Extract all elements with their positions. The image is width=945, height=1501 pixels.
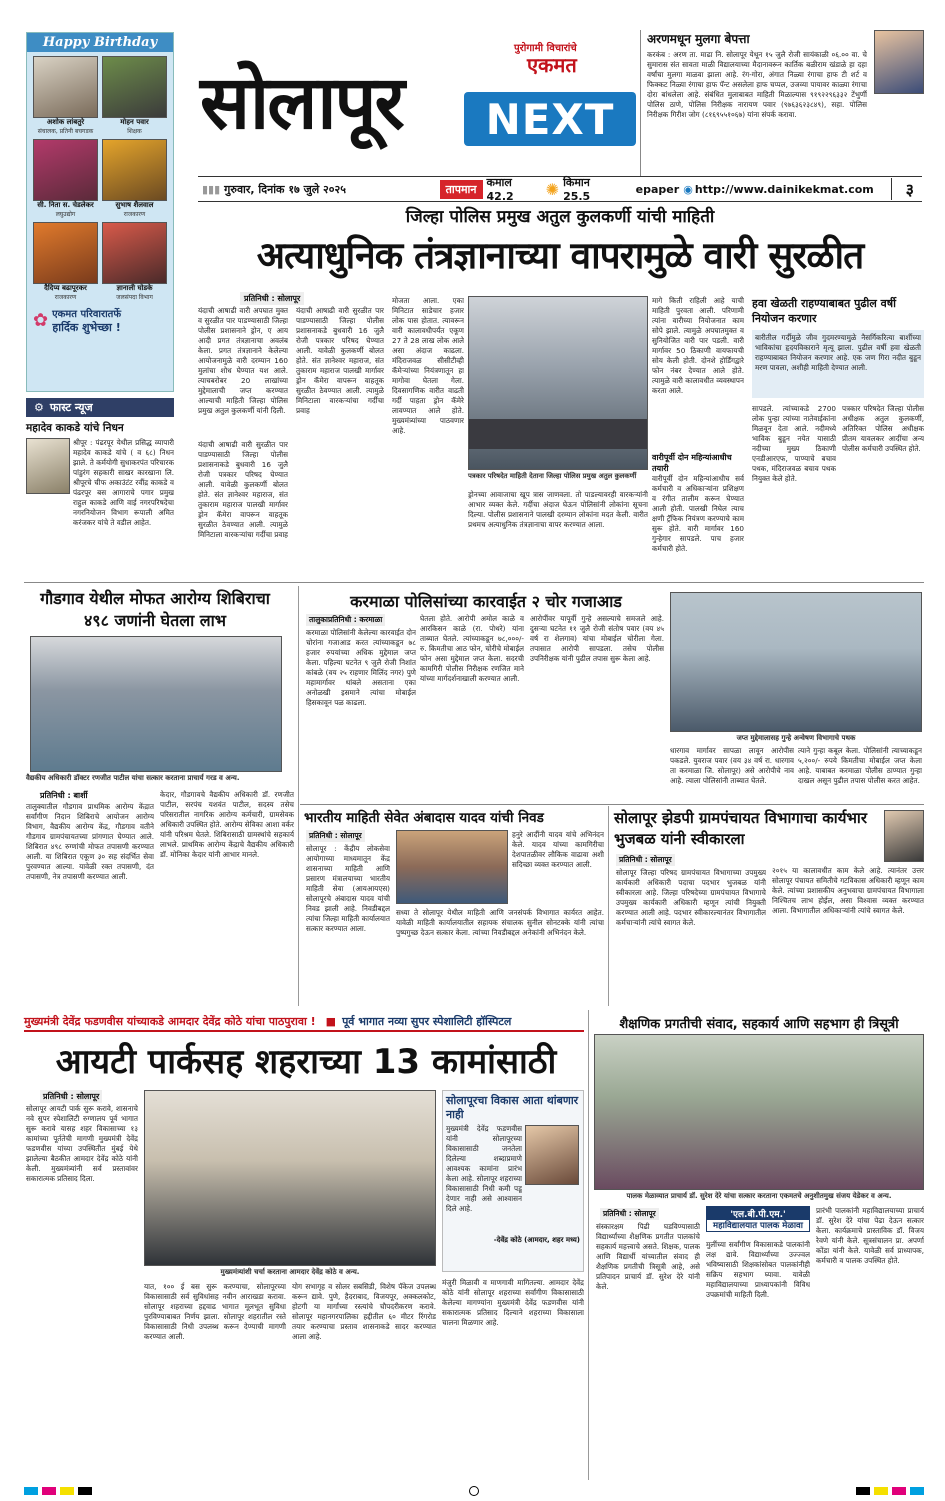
epaper-label: epaper	[635, 182, 680, 196]
karmala-headline: करमाळा पोलिसांच्या कारवाईत २ चोर गजाआड	[350, 592, 622, 611]
side-headline: हवा खेळती राहण्याबाबत पुढील वर्षी नियोजन करणार	[752, 297, 896, 325]
bullet-icon: ■	[325, 1014, 337, 1028]
lead-headline: अत्याधुनिक तंत्रज्ञानाच्या वापरामुळे वारी सुरळीत	[256, 234, 864, 277]
edu-text-1: संस्कारक्षम पिढी घडविण्यासाठी विद्यार्थ्यांच्या शैक्षणिक प्रगतीत पालकांचे सहकार्य महत्त्वाचे असते. शिक्षक, पालक आणि विद्यार्थी यांच्यातील संवाद ही शैक्षणिक प्रगतीची त्रिसूत्री आहे, असे प्रतिपादन प्राचार्य डॉ. सुरेश देरे यांनी केले.	[596, 1222, 700, 1291]
website-link[interactable]: http://www.dainikekmat.com	[694, 182, 874, 196]
boy-photo	[874, 30, 924, 94]
lead-col-2: यंदाची आषाढी वारी सुरळीत पार पाडण्यासाठी जिल्हा पोलीस प्रशासनाकडे बुधवारी 16 जुलै रोजी पत्रकार परिषद घेण्यात आली. यावेळी कुलकर्णी बोलत होते. संत ज्ञानेश्वर महाराज, संत तुकाराम महाराज पालखी मार्गावर ड्रोन कॅमेरा वापरून वाहतूक सुरळीत ठेवण्यात आली. त्यामुळे मिनिटाला वारकऱ्यांचा गर्दीचा प्रवाह	[198, 440, 288, 539]
person-name: दैदिप्य बढापूरकर	[44, 284, 87, 292]
birthday-panel	[26, 32, 174, 392]
quote-text: मुख्यमंत्री देवेंद्र फडणवीस यांनी सोलापूरच्या विकासासाठी जनतेला दिलेल्या शब्दाप्रमाणे आवश्यक कामांना प्रारंभ केला आहे. सोलापूर शहराच्या विकासासाठी निधी कमी पडू देणार नाही असे आश्वासन दिले आहे.	[446, 1124, 522, 1213]
edu-caption: पालक मेळाव्यात प्राचार्य डॉ. सुरेश देरे यांचा सत्कार करताना एकमतचे अनुशीतमुख संजय येडेकर व अन्य.	[626, 1192, 892, 1200]
gaudgaon-photo	[30, 636, 282, 772]
temp-max: कमाल 42.2	[486, 176, 514, 203]
lead-col-1: यंदाची आषाढी वारी अपघात मुक्त व सुरळीत पार पाडण्यासाठी जिल्हा पोलीस प्रशासनाने ड्रोन, ए आय आदी प्रगत तंत्रज्ञानाचा अवलंब केला. प्रगत तंत्रज्ञानाने केलेल्या आयोजनामुळे वारी दरम्यान 160 मुलांचा शोध घेण्यात यश आले. त्याचबरोबर 20 लाखांच्या मुद्देमालाची जप्त करण्यात आल्याची माहिती जिल्हा पोलिस प्रमुख अतुल कुलकर्णी यांनी दिली.	[198, 306, 288, 415]
person-role: राजकारण	[54, 294, 77, 301]
lead-col-7: वारीपूर्वी दोन महिन्यांआधीच सर्व कर्मचारी व अधिकाऱ्यांना प्रशिक्षण व रंगीत तालीम करून घेण्यात आली होती. पालखी निघेल त्याच क्षणी ट्रॅफिक नियंत्रण करण्याचे काम सुरू होते. वारी मार्गावर 160 गुन्हेगार सापडले. पाच हजार कर्मचारी होते.	[652, 474, 744, 553]
zp-photo	[884, 810, 924, 862]
strip-left: मुख्यमंत्री देवेंद्र फडणवीस यांच्याकडे आमदार देवेंद्र कोठे यांचा पाठपुरावा !	[24, 1014, 316, 1028]
it-headline: आयटी पार्कसह शहराच्या 13 कामांसाठी	[55, 1042, 557, 1082]
edu-byline: प्रतिनिधी : सोलापूर	[600, 1208, 659, 1220]
gaudgaon-headline: गौडगाव येथील मोफत आरोग्य शिबिराचा ४९८ जणांनी घेतला लाभ	[40, 589, 270, 630]
side-col-2: पत्रकार परिषदेत जिल्हा पोलीस अधीक्षक अतुल कुलकर्णी, अतिरिक्त पोलिस अधीक्षक प्रीतम यावलकर आदींचा अन्य पोलीस कर्मचारी उपस्थित होते.	[842, 404, 924, 453]
gear-icon: ⚙	[34, 401, 44, 414]
person-role: राजकारण	[123, 211, 146, 218]
fast-news-title: महादेव काकडे यांचे निधन	[26, 422, 124, 434]
press-table	[469, 419, 647, 449]
karmala-text-5: त्याने गुन्हा कबूल केला. पोलिसांनी त्याच्याकडून ५,२००/- रुपये किमतीचा मोबाईल जप्त केला आहे. याबाबत करमाळा पोलीस ठाण्यात गुन्हा दाखल असून पुढील तपास पोलीस करत आहेत.	[798, 746, 922, 785]
zp-text-2: २०१५ या कालावधीत काम केले आहे. त्यानंतर उत्तर सोलापूर पंचायत समितीचे गटविकास अधिकारी म्हणून काम केले. त्यांच्या प्रशासकीय अनुभवाचा ग्रामपंचायत विभागाला निश्चितच लाभ होईल, असा विश्वास व्यक्त करण्यात आला. विभागातील अधिकाऱ्यांनी त्यांचे स्वागत केले.	[772, 866, 924, 915]
zp-text-1: सोलापूर जिल्हा परिषद ग्रामपंचायत विभागाच्या उपमुख्य कार्यकारी अधिकारी पदाचा पदभार भुजबळ यांनी स्वीकारला आहे. जिल्हा परिषदेच्या ग्रामपंचायत विभागाचे उपमुख्य कार्यकारी अधिकारी म्हणून त्यांची नियुक्ती करण्यात आली आहे. पदभार स्वीकारल्यानंतर विभागातील कर्मचाऱ्यांनी त्यांचे स्वागत केले.	[616, 868, 766, 927]
birthday-person	[33, 56, 98, 136]
tagline: पुरोगामी विचारांचे	[514, 43, 577, 54]
ambadas-text-3: हनुरे आदींनी यादव यांचे अभिनंदन केले. यादव यांच्या कामगिरीचा देशपातळीवर लौकिक वाढावा अशी सदिच्छा व्यक्त करण्यात आली.	[512, 830, 604, 869]
side-col-1: सापडले. त्यांच्याकडे 2700 लोक पुन्हा त्यांच्या नातेवाईकांना मिळवून देता आले. नदीमध्ये भाविक बुडून नयेत यासाठी नदीच्या मुख्य ठिकाणी एनडीआरएफ, पाण्याचे बचाव पथक, मंदिराजवळ बचाव पथक नियुक्त केले होते.	[752, 404, 836, 483]
side-box: बारीतील गर्दीमुळे जीव गुदमरण्यामुळे नैसर्गिकरित्या बार्शीच्या भाविकांचा हृदयविकाराने मृत्यू झाला. पुढील वर्षी हवा खेळती राहण्याबाबत नियोजन करणार आहे. एक जण गिरा नदीत बुडून मरण पावला, अशीही माहिती देण्यात आली.	[752, 330, 924, 398]
it-text-1: सोलापूर आयटी पार्क सुरू करावे, शासनाचे नवे सुपर स्पेशालिटी रुग्णालय पूर्व भागात सुरू करावे यासह शहर विकासाच्या १३ कामांच्या पूर्ततेची मागणी मुख्यमंत्री देवेंद्र फडणवीस यांच्या उपस्थितीत मुंबई येथे झालेल्या बैठकीत आमदार देवेंद्र कोठे यांनी केली. मुख्यमंत्र्यांनी सर्व प्रस्तावांवर सकारात्मक प्रतिसाद दिला.	[26, 1104, 138, 1183]
it-byline: प्रतिनिधी : सोलापूर	[40, 1090, 102, 1103]
gaudgaon-text-2: केदार, गौडगावचे वैद्यकीय अधिकारी डॉ. रणजीत पाटील, सरपंच यशवंत पाटील, सदस्य तसेच परिसरातील नागरिक आरोग्य कर्मचारी, ग्रामसेवक अधिकारी उपस्थित होते. आरोग्य सेविका आशा वर्कर यांनी परिश्रम घेतले. शिबिरासाठी ग्रामस्थांचे सहकार्य लाभले. प्राथमिक आरोग्य केंद्राचे वैद्यकीय अधिकारी डॉ. मोनिका केदार यांनी आभार मानले.	[160, 790, 294, 859]
missing-text: करकंब : अरण ता. माढा नि. सोलापूर येथून १५ जुलै रोजी सायंकाळी ०६.०० वा. चे सुमारास संत सावता माळी विद्यालयाच्या मैदानावरून कार्तिक बळीराम खंडाळे हा दहा वर्षांचा मुलगा माळवा झाला आहे. रंग-गोरा, अंगात निळ्या रंगाचा हाफ टी शर्ट व फिक्कट निळ्या रंगाचा हाफ पॅन्ट असलेला हाफ चप्पल, उजव्या पायावर काळ्या रंगाचा दोरा बांधलेला आहे. संबंधित मुलाबाबत माहिती मिळाल्यास ९१९२२९६३३२ टेंभुर्णी पोलिस ठाणे, पोलिस निरीक्षक नारायण पवार (९७६३६२३८४९), सहा. पोलिस निरीक्षक गिरीश जोग (८१६९५५१०६७) यांना संपर्क करावा.	[647, 50, 867, 119]
karmala-text-4: धारगाव मार्गावर सापळा लावून आरोपीस पकडले. युवराज पवार (वय ३४ वर्ष रा. धारगाव ता करमाळा जि. सोलापूर) असे आरोपीचे नाव आहे. त्याला पोलिसांनी ताब्यात घेतले.	[670, 746, 794, 785]
person-photo	[33, 222, 98, 284]
lead-col-5: मागे किती राहिली आहे याची माहिती पुरवता आली. परिणामी त्यांना वारीच्या नियोजनात काम सोपे झाले. त्यामुळे अपघातमुक्त व सुनियोजित वारी पार पडली. वारी मार्गावर 50 ठिकाणी वायफायची सोय केली होती. दोनशे होर्डिंगद्वारे फोन नंबर देण्यात आले होते. त्यामुळे वारी कालावधीत व्यवस्थापन करता आले.	[652, 296, 744, 395]
page-number: ३	[891, 178, 914, 200]
brand-logo: एकमत	[526, 53, 577, 77]
gaudgaon-caption: वैद्यकीय अधिकारी डॉक्टर रणजीत पाटील यांचा सत्कार करताना प्राचार्य गरड व अन्य.	[26, 774, 240, 782]
mla-photo	[525, 1125, 579, 1185]
missing-boy-box	[640, 30, 924, 176]
fast-news-label: फास्ट न्यूज	[49, 401, 93, 414]
ambadas-text-2: सध्या ते सोलापूर येथील माहिती आणि जनसंपर्क विभागात कार्यरत आहेत. यावेळी माहिती कार्यालयातील सहायक संचालक सुनील सोनटक्के यांनी त्यांचा पुष्पगुच्छ देऊन सत्कार केला. त्यांच्या निवडीबद्दल अनेकांनी अभिनंदन केले.	[396, 908, 604, 937]
birthday-person	[102, 56, 167, 136]
lead-photo-caption: पत्रकार परिषदेत माहिती देताना जिल्हा पोलिस प्रमुख अतुल कुलकर्णी	[468, 472, 637, 480]
sun-icon: ✺	[545, 179, 560, 199]
quote-head: सोलापूरचा विकास आता थांबणार नाही	[446, 1094, 579, 1121]
wish-line-2: हार्दिक शुभेच्छा !	[52, 321, 121, 334]
person-name: सुभाष शैलवाल	[115, 201, 154, 209]
strip-right: पूर्व भागात नव्या सुपर स्पेशालिटी हॉस्पिटल	[342, 1014, 512, 1028]
color-bar	[856, 1487, 924, 1495]
karmala-text-2: घेतला होते. आरोपी अमोल काळे व आरकिसन काळे (रा. पोथरे) यांना ताब्यात घेतले. त्यांच्याकडून ७८,०००/- रु. किमतीचा आठ फोन, चोरीचे मोबाईल फोन असा मुद्देमाल जप्त केला. सदरची कामगिरी पोलीस निरीक्षक रणजित माने यांच्या मार्गदर्शनाखाली करण्यात आली.	[420, 614, 524, 683]
next-logo-text: NEXT	[485, 94, 615, 144]
zp-byline: प्रतिनिधी : सोलापूर	[616, 854, 675, 866]
missing-title: अरणमधून मुलगा बेपत्ता	[647, 32, 750, 46]
karmala-byline: तालुकाप्रतिनिधी : करमाळा	[306, 614, 385, 626]
person-photo	[102, 139, 167, 201]
fast-news-text: श्रीपूर : पंढरपूर येथील प्रसिद्ध व्यापारी महादेव काकडे यांचे ( व ६८) निधन झाले. ते कर्मयोगी सुधाकरपंत परिचारक पांडुरंग सहकारी साखर कारखाना लि. श्रीपूरचे चीफ अकाउंटंट रवींद्र काकडे व पंढरपूर बस आगाराचे पगार प्रमुख राहुल काकडे आणि वाई नगरपरिषदेचा नगरनियोजन विभाग रूपाली अमित करंजकर यांचे ते वडील आहेत.	[73, 438, 174, 527]
masthead	[196, 36, 636, 186]
person-name: ज्ञानाली घोडके	[116, 284, 153, 292]
edu-badge	[706, 1206, 810, 1232]
divider	[300, 804, 924, 805]
edu-text-2: मुलींच्या सर्वांगीण विकासाकडे पालकांनी लक्ष द्यावे. विद्यार्थ्यांच्या उज्ज्वल भविष्यासाठी शिक्षकांसोबत पालकांनीही सक्रिय सहभाग घ्यावा. यावेळी महाविद्यालयाच्या प्राध्यापकांनी विविध उपक्रमांची माहिती दिली.	[706, 1240, 810, 1299]
lead-photo	[468, 296, 648, 470]
birthday-person	[102, 139, 167, 219]
badge-line-2: महाविद्यालयात पालक मेळावा	[713, 1221, 803, 1231]
lead-col-4: मोजता आला. एका मिनिटात साडेचार हजार लोक पास होतात. त्यावरून वारी कालावधीपर्यंत एकूण 27 ते 28 लाख लोक आले असा अंदाज काढला. मंदिराजवळ सीसीटीव्ही कॅमेऱ्यांच्या नियंत्रणातून हा मागोवा घेतला गेला. दिवसागणिक वारीत वाढती गर्दी पाहता ड्रोन कॅमेरे लावण्यात आले होते. मुख्यमंत्र्यांच्या पाठवणार आहे.	[392, 296, 464, 435]
cm-strip	[24, 1012, 584, 1032]
obituary-photo	[26, 438, 70, 494]
badge-line-1: 'एल.बी.पी.एम.'	[707, 1207, 809, 1220]
next-logo	[464, 92, 636, 146]
fast-news-panel	[26, 398, 174, 576]
karmala-text-3: आरोपींवर यापूर्वी गुन्हे असल्याचे समजले आहे. दुसऱ्या घटनेत ११ जुलै रोजी संतोष पवार (वय ४५ वर्ष रा शेलगाव) यांचा मोबाईल चोरीला गेला. तपासात आरोपी सापडला. तसेच पोलीस उपनिरीक्षक यांनी पुढील तपास सुरू केला आहे.	[530, 614, 664, 663]
color-bar	[24, 1487, 92, 1495]
it-caption: मुख्यमंत्र्यांशी चर्चा करताना आमदार देवेंद्र कोठे व अन्य.	[220, 1268, 360, 1276]
temp-label: तापमान	[440, 180, 483, 199]
ambadas-byline: प्रतिनिधी : सोलापूर	[306, 830, 365, 842]
person-role: लघुउद्योग	[55, 211, 76, 218]
ambadas-text-1: सोलापूर : केंद्रीय लोकसेवा आयोगाच्या माध्यमातून केंद्र शासनाच्या माहिती आणि प्रसारण मंत्रालयाच्या भारतीय माहिती सेवा (आयआयएस) सोलापूरचे अंबादास यादव यांची निवड झाली आहे. निवडीबद्दल त्यांचा जिल्हा माहिती कार्यालयात सत्कार करण्यात आला.	[306, 844, 390, 933]
person-photo	[33, 139, 98, 201]
person-name: सी. निता स. चेडलेकर	[37, 201, 94, 209]
divider	[608, 806, 609, 1006]
issue-date: गुरुवार, दिनांक १७ जुले २०२५	[224, 182, 346, 196]
person-name: मोहन पवार	[120, 118, 149, 126]
person-photo	[33, 56, 98, 118]
karmala-text-1: करमाळा पोलिसांनी केलेल्या कारवाईत दोन चोरांना गजाआड करत त्यांच्याकडून ७८ हजार रुपयांच्या अधिक मुद्देमाल जप्त केला. पहिल्या घटनेत ९ जुलै रोजी निशांत कांबळे (वय २५ राहणार मिलिंद नगर) पुणे महामार्गावर थांबले असताना एका अनोळखी इसमाने त्यांचा मोबाईल हिसकावून पळ काढला.	[306, 628, 416, 707]
lead-subhead: वारीपूर्वी दोन महिन्यांआधीच तयारी	[652, 453, 732, 473]
person-name: अशोक लांबतुरे	[46, 118, 85, 126]
birthday-person	[102, 222, 167, 302]
karmala-photo	[670, 592, 922, 732]
it-photo	[144, 1090, 436, 1266]
flower-icon: ✿	[33, 310, 49, 331]
lead-col-6: ड्रोनच्या आवाजाचा खूप त्रास जाणवला. तो पाडल्यावरही वारकऱ्यांनी आभार व्यक्त केले. गर्दीचा अंदाज घेऊन पोलिसांनी लोकांना सूचना दिल्या. पोलीस प्रशासनाने पालखी दरम्यान लोकांना मदत केली. वारीत प्रथमच अत्याधुनिक तंत्रज्ञानाचा वापर करण्यात आला.	[468, 490, 648, 529]
edu-photo	[594, 1034, 924, 1190]
quote-box	[442, 1090, 584, 1272]
divider	[588, 1010, 589, 1480]
zp-headline: सोलापूर झेडपी ग्रामपंचायत विभागाचा कार्यभार भुजबळ यांनी स्वीकारला	[614, 809, 867, 848]
person-photo	[102, 222, 167, 284]
it-text-4: मंजुरी मिळावी व माणगावी मागितल्या. आमदार देवेंद्र कोठे यांनी सोलापूर शहराच्या सर्वांगीण विकासासाठी केलेल्या मागण्यांना मुख्यमंत्री देवेंद्र फडणवीस यांनी सकारात्मक प्रतिसाद दिल्याने शहराच्या विकासाला चालना मिळणार आहे.	[442, 1278, 584, 1327]
quote-sign: -देवेंद्र कोठे (आमदार, शहर मध्य)	[493, 1236, 580, 1244]
edu-headline: शैक्षणिक प्रगतीची संवाद, सहकार्य आणि सहभाग ही त्रिसूत्री	[619, 1017, 899, 1032]
ambadas-headline: भारतीय माहिती सेवेत अंबादास यादव यांची निवड	[304, 810, 544, 826]
ambadas-photo	[396, 830, 508, 904]
edu-text-3: प्रारंभी पालकांनी महाविद्यालयाच्या प्राचार्य डॉ. सुरेश देरे यांचा पेढा देऊन सत्कार केला. कार्यक्रमाचे प्रास्ताविक डॉ. विजय रेवणे यांनी केले. सूत्रसंचालन प्रा. अपर्णा कोंडा यांनी केले. यावेळी सर्व प्राध्यापक, कर्मचारी व पालक उपस्थित होते.	[816, 1206, 924, 1265]
lead-byline: प्रतिनिधी : सोलापूर	[240, 292, 304, 305]
karmala-caption: जप्त मुद्देमालासह गुन्हे अन्वेषण विभागाचे पथक	[736, 734, 856, 742]
paper-title: सोलापूर	[200, 60, 403, 146]
wish-line-1: एकमत परिवारातर्फे	[52, 309, 122, 320]
ornament-icon: ▮▮▮	[202, 182, 221, 196]
divider	[298, 586, 299, 1006]
birthday-person	[33, 222, 98, 302]
person-role: शिक्षक	[127, 128, 142, 135]
person-photo	[102, 56, 167, 118]
person-role: जलसंपदा विभाग	[116, 294, 153, 301]
fast-news-label-bar	[26, 398, 174, 417]
registration-mark	[469, 1486, 479, 1496]
divider	[24, 582, 924, 583]
globe-icon: ◉	[683, 182, 693, 196]
temp-min: किमान 25.5	[563, 176, 591, 203]
it-text-3: योग सभागृह व सोलर सबसिडी, विशेष पॅकेज उपलब्ध करून द्यावे. पुणे, हैदराबाद, विजयपूर, अक्कलकोट, होटगी या मार्गांच्या रस्त्यांचे चौपदरीकरण करावे. सोलापूर महानगरपालिका हद्दीतील ६० मीटर रिंगरोड तयार करण्याचा प्रस्ताव शासनाकडे सादर करण्यात आला आहे.	[292, 1282, 436, 1341]
it-text-2: यात, १०० ई बस सुरू करण्याचा, सोलापूरच्या विकासासाठी सर्व सुविधांसह नवीन आराखडा करावा. सोलापूर शहराच्या हद्दवाढ भागात मूलभूत सुविधा पुरविण्याबाबत निर्णय झाला. सोलापूर शहरातील रस्ते विकासासाठी निधी उपलब्ध करून देण्याची मागणी करण्यात आली.	[144, 1282, 286, 1341]
gaudgaon-byline: प्रतिनिधी : बार्शी	[40, 791, 88, 800]
gaudgaon-text-1: तालुक्यातील गौडगाव प्राथमिक आरोग्य केंद्रात सर्वांगीण निदान शिबिराचे आयोजन आरोग्य विभाग, वैद्यकीय आरोग्य केंद्र, गौडगाव वतीने गौडगाव ग्रामपंचायतच्या प्रांगणात घेण्यात आले. शिबिरात ४९८ रुग्णांची मोफत तपासणी करण्यात आली. या शिबिरात एकूण ३० सह संदर्भित सेवा पुरवण्यात आल्या. यावेळी रक्त तपासणी, दंत तपासणी, नेत्र तपासणी करण्यात आली.	[26, 802, 154, 881]
birthday-title: Happy Birthday	[27, 33, 173, 52]
birthday-person	[33, 139, 98, 219]
lead-kicker: जिल्हा पोलिस प्रमुख अतुल कुलकर्णी यांची माहिती	[405, 207, 715, 227]
person-role: संचालक, प्रतिनी बचगडक	[37, 128, 94, 135]
lead-col-3: यंदाची आषाढी वारी सुरळीत पार पाडण्यासाठी जिल्हा पोलीस प्रशासनाकडे बुधवारी 16 जुलै रोजी पत्रकार परिषद घेण्यात आली. यावेळी कुलकर्णी बोलत होते. संत ज्ञानेश्वर महाराज, संत तुकाराम महाराज पालखी मार्गावर ड्रोन कॅमेरा वापरून वाहतूक सुरळीत ठेवण्यात आली. त्यामुळे मिनिटाला वारकऱ्यांचा गर्दीचा प्रवाह	[296, 306, 384, 415]
print-marks	[24, 1486, 924, 1496]
